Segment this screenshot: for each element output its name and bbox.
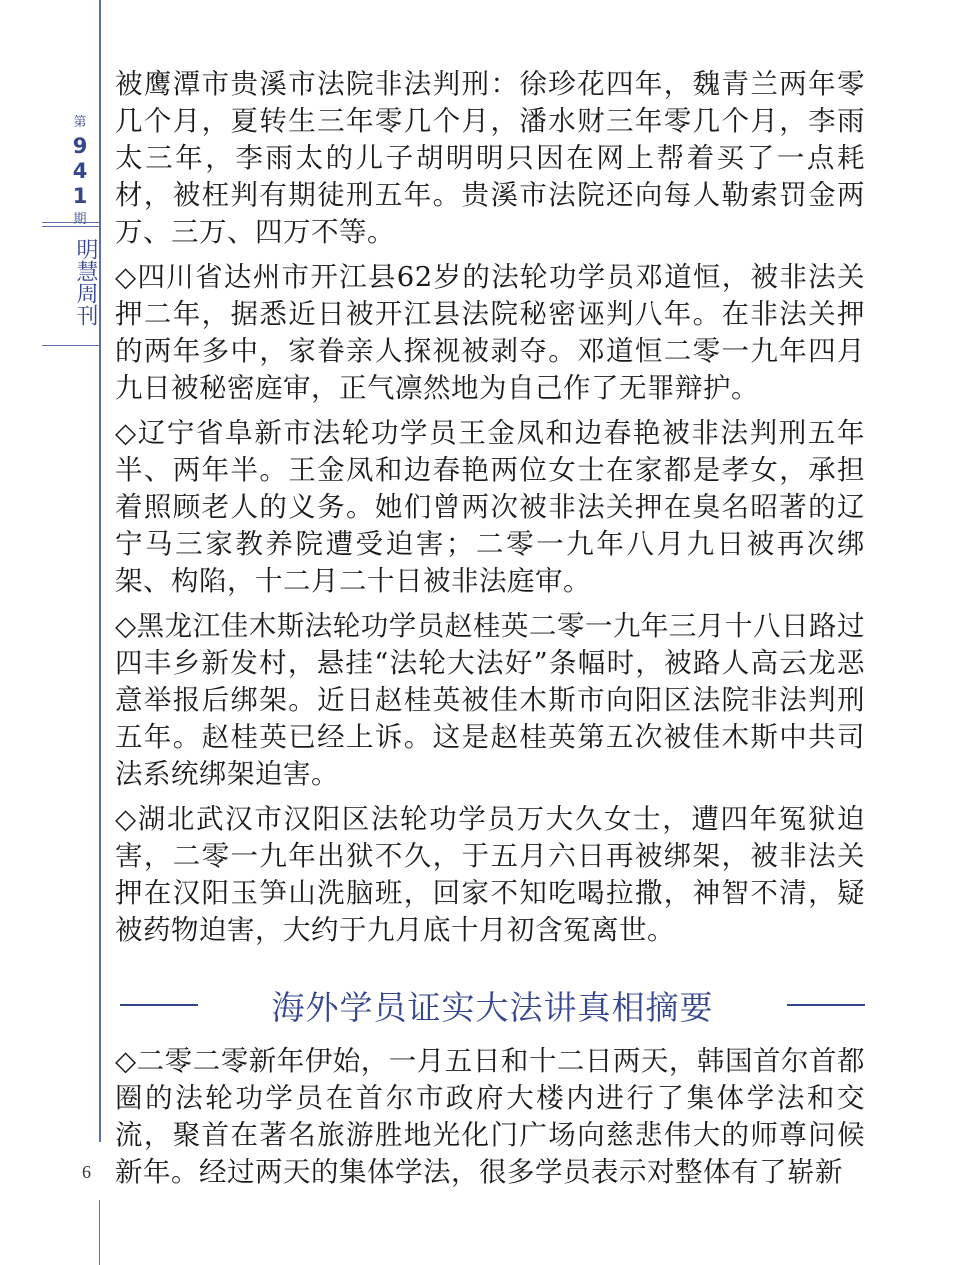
magazine-name: 明慧周刊 bbox=[73, 238, 98, 326]
paragraph: ◇湖北武汉市汉阳区法轮功学员万大久女士，遭四年冤狱迫害，二零一九年出狱不久，于五月六日再被绑架，被非法关押在汉阳玉笋山洗脑班，回家不知吃喝拉撒，神智不清，疑被药物迫害，大约于九月底十月初含冤离世。 bbox=[115, 803, 865, 946]
article-body bbox=[115, 66, 865, 957]
paragraph: ◇辽宁省阜新市法轮功学员王金凤和边春艳被非法判刑五年半、两年半。王金凤和边春艳两位女士在家都是孝女，承担着照顾老人的义务。她们曾两次被非法关押在臭名昭著的辽宁马三家教养院遭受迫害；二零一九年八月九日被再次绑架、构陷，十二月二十日被非法庭审。 bbox=[115, 417, 865, 597]
section-heading bbox=[120, 980, 865, 1030]
paragraph: ◇四川省达州市开江县62岁的法轮功学员邓道恒，被非法关押二年，据悉近日被开江县法院秘密诬判八年。在非法关押的两年多中，家眷亲人探视被剥夺。邓道恒二零一九年四月九日被秘密庭审，正气凛然地为自己作了无罪辩护。 bbox=[115, 261, 865, 404]
issue-number bbox=[62, 112, 98, 231]
margin-vertical-rule-bottom bbox=[99, 1200, 100, 1265]
issue-prefix: 第 bbox=[73, 115, 87, 130]
issue-digit: 9 bbox=[72, 134, 88, 158]
heading-rule-right bbox=[787, 1004, 865, 1006]
issue-digit: 4 bbox=[72, 159, 88, 183]
heading-rule-left bbox=[120, 1004, 198, 1006]
margin-vertical-rule bbox=[99, 0, 101, 1142]
page-number: 6 bbox=[82, 1162, 91, 1182]
issue-digit: 1 bbox=[72, 184, 88, 208]
paragraph: 被鹰潭市贵溪市法院非法判刑：徐珍花四年，魏青兰两年零几个月，夏转生三年零几个月，潘水财三年零几个月，李雨太三年，李雨太的儿子胡明明只因在网上帮着买了一点耗材，被枉判有期徒刑五年。贵溪市法院还向每人勒索罚金两万、三万、四万不等。 bbox=[115, 68, 865, 248]
paragraph: ◇黑龙江佳木斯法轮功学员赵桂英二零一九年三月十八日路过四丰乡新发村，悬挂“法轮大法好”条幅时，被路人高云龙恶意举报后绑架。近日赵桂英被佳木斯市向阳区法院非法判刑五年。赵桂英已经上诉。这是赵桂英第五次被佳木斯中共司法系统绑架迫害。 bbox=[115, 610, 865, 790]
paragraph: ◇二零二零新年伊始，一月五日和十二日两天，韩国首尔首都圈的法轮功学员在首尔市政府大楼内进行了集体学法和交流，聚首在著名旅游胜地光化门广场向慈悲伟大的师尊问候新年。经过两天的集体学法，很多学员表示对整体有了崭新 bbox=[115, 1045, 865, 1188]
section-title: 海外学员证实大法讲真相摘要 bbox=[271, 987, 714, 1027]
section-body bbox=[115, 1043, 865, 1199]
margin-divider-bottom bbox=[42, 345, 100, 346]
issue-suffix: 期 bbox=[73, 212, 87, 227]
